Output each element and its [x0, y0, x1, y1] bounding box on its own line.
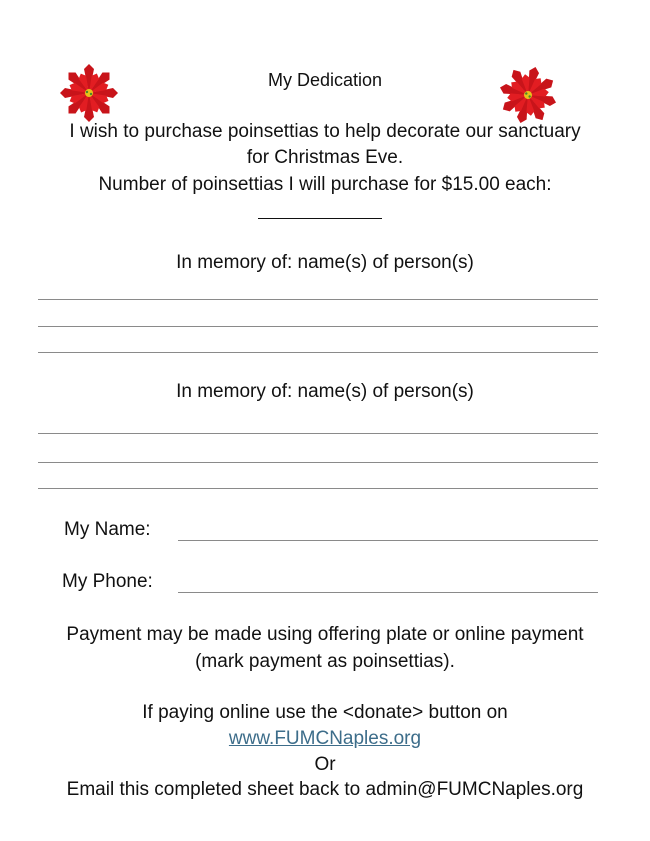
email-instructions: Email this completed sheet back to admin@FUMCNaples.org [66, 779, 584, 800]
quantity-blank[interactable] [258, 218, 382, 219]
memory-line-2a[interactable] [38, 433, 598, 434]
intro-line-1: I wish to purchase poinsettias to help decorate our sanctuary [69, 121, 581, 142]
memory-line-2b[interactable] [38, 462, 598, 463]
online-instructions: If paying online use the <donate> button on [142, 702, 508, 723]
payment-line-1: Payment may be made using offering plate or online payment [66, 624, 584, 645]
website-link[interactable]: www.FUMCNaples.org [228, 728, 422, 749]
or-separator: Or [314, 754, 336, 775]
quantity-prompt: Number of poinsettias I will purchase for $15.00 each: [98, 174, 552, 195]
phone-field[interactable] [178, 592, 598, 593]
website-link-row [0, 727, 650, 750]
name-label: My Name: [64, 519, 151, 540]
phone-label: My Phone: [62, 571, 153, 592]
payment-line-2: (mark payment as poinsettias). [195, 651, 455, 672]
memory-line-1c[interactable] [38, 352, 598, 353]
memory-heading-2: In memory of: name(s) of person(s) [176, 381, 474, 402]
memory-heading-1: In memory of: name(s) of person(s) [176, 252, 474, 273]
intro-line-2: for Christmas Eve. [246, 147, 404, 168]
page-title: My Dedication [267, 70, 383, 90]
name-field[interactable] [178, 540, 598, 541]
memory-line-1a[interactable] [38, 299, 598, 300]
memory-line-1b[interactable] [38, 326, 598, 327]
memory-line-2c[interactable] [38, 488, 598, 489]
